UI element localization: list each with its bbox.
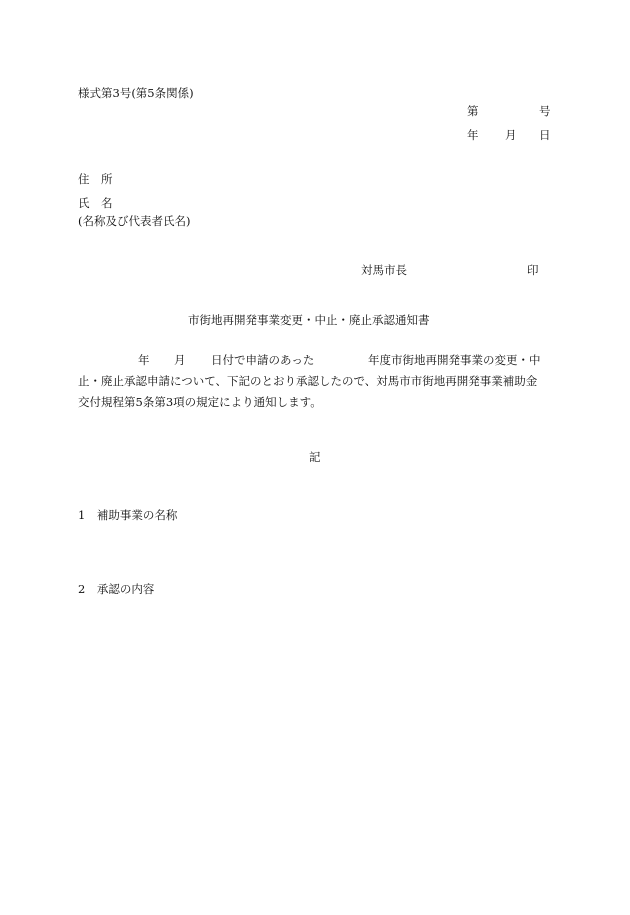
seal-mark: 印: [527, 263, 539, 277]
body-year: 年: [138, 353, 150, 367]
name-label: 氏 名: [78, 196, 113, 210]
sender-title: 対馬市長: [361, 263, 407, 277]
name-note: (名称及び代表者氏名): [78, 214, 191, 228]
form-label: 様式第3号(第5条関係): [78, 86, 194, 100]
date-year: 年: [467, 128, 479, 142]
body-line1-tail: 年度市街地再開発事業の変更・中: [368, 353, 541, 367]
number-prefix: 第: [467, 104, 479, 118]
body-line3: 交付規程第5条第3項の規定により通知します。: [78, 395, 322, 409]
address-label: 住 所: [78, 172, 113, 186]
item-2-label: 2 承認の内容: [78, 582, 155, 596]
date-day: 日: [539, 128, 551, 142]
body-date-phrase: 日付で申請のあった: [211, 353, 315, 367]
date-month: 月: [505, 128, 517, 142]
item-1-label: 1 補助事業の名称: [78, 508, 178, 522]
body-month: 月: [174, 353, 186, 367]
body-line2: 止・廃止承認申請について、下記のとおり承認したので、対馬市市街地再開発事業補助金: [78, 374, 538, 388]
document-title: 市街地再開発事業変更・中止・廃止承認通知書: [188, 313, 430, 327]
number-suffix: 号: [539, 104, 551, 118]
ki-heading: 記: [309, 450, 321, 464]
